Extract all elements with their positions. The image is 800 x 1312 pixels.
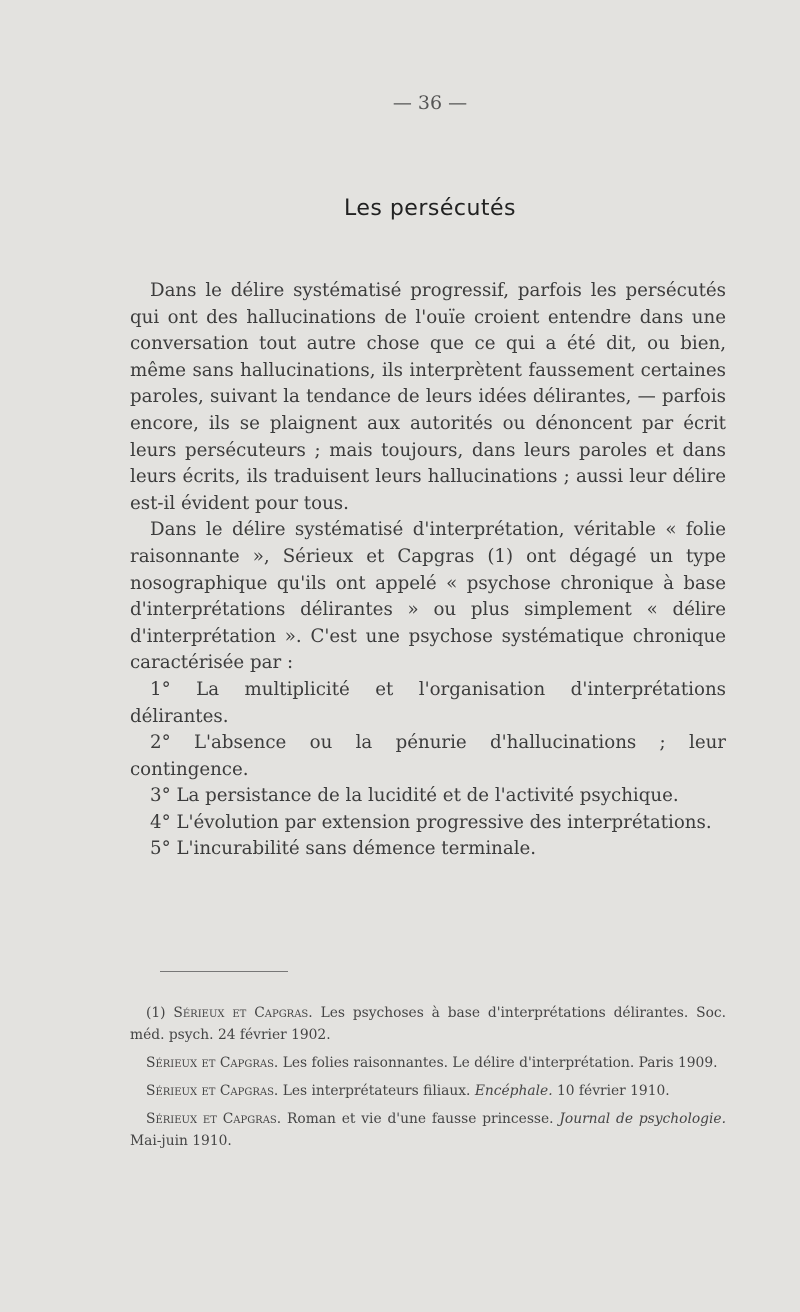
list-item: 3° La persistance de la lucidité et de l'activité psychique.	[150, 785, 679, 807]
list-item: 2° L'absence ou la pénurie d'hallucinations ; leur contingence.	[130, 732, 726, 780]
list-item: 5° L'incurabilité sans démence terminale.	[150, 838, 537, 860]
footnote-text: Les interprétateurs filiaux.	[282, 1083, 471, 1099]
footnote	[130, 1052, 726, 1074]
footnote-text: Les folies raisonnantes. Le délire d'interprétation. Paris 1909.	[282, 1055, 718, 1071]
footnote-date: Mai-juin 1910.	[130, 1133, 232, 1149]
footnote	[130, 1080, 726, 1102]
paragraph: Dans le délire systématisé d'interprétation, véritable « folie raisonnante », Sérieux et Capgras (1) ont dégagé un type nosographique qu'ils ont appelé « psychose chronique à base d'interprétations délirantes » ou plus simplement « délire d'interprétation ». C'est une psychose systématique chronique caractérisée par :	[130, 519, 726, 674]
list-item: 4° L'évolution par extension progressive des interprétations.	[150, 811, 712, 833]
footnote-authors: Sérieux et Capgras.	[173, 1005, 313, 1021]
footnote-marker: (1)	[146, 1005, 166, 1021]
footnotes	[130, 1002, 726, 1158]
footnote-authors: Sérieux et Capgras.	[146, 1083, 279, 1099]
footnote-divider	[160, 971, 288, 972]
page-number: — 36 —	[392, 92, 468, 114]
section-title: Les persécutés	[343, 196, 517, 221]
footnote-authors: Sérieux et Capgras.	[146, 1055, 279, 1071]
footnote	[130, 1002, 726, 1046]
footnote-text: Roman et vie d'une fausse princesse.	[287, 1111, 554, 1127]
footnote-journal: Journal de psychologie.	[559, 1111, 726, 1127]
body-text	[130, 278, 726, 863]
list-item: 1° La multiplicité et l'organisation d'interprétations délirantes.	[130, 678, 726, 727]
footnote-date: 10 février 1910.	[556, 1083, 670, 1099]
footnote-authors: Sérieux et Capgras.	[146, 1111, 282, 1127]
paragraph: Dans le délire systématisé progressif, parfois les persécutés qui ont des hallucinations de l'ouïe croient entendre dans une conversation tout autre chose que ce qui a été dit, ou bien, même sans hallucinations, ils interprètent faussement certaines paroles, suivant la tendance de leurs idées délirantes, — parfois encore, ils se plaignent aux autorités ou dénoncent par écrit leurs persécuteurs ; mais toujours, dans leurs paroles et dans leurs écrits, ils traduisent leurs hallucinations ; aussi leur délire est-il évident pour tous.	[130, 280, 726, 514]
footnote	[130, 1108, 726, 1152]
footnote-journal: Encéphale.	[474, 1083, 553, 1099]
footnote-text: Les psychoses à base d'interprétations délirantes. Soc. méd. psych. 24 février 1902.	[130, 1005, 727, 1043]
